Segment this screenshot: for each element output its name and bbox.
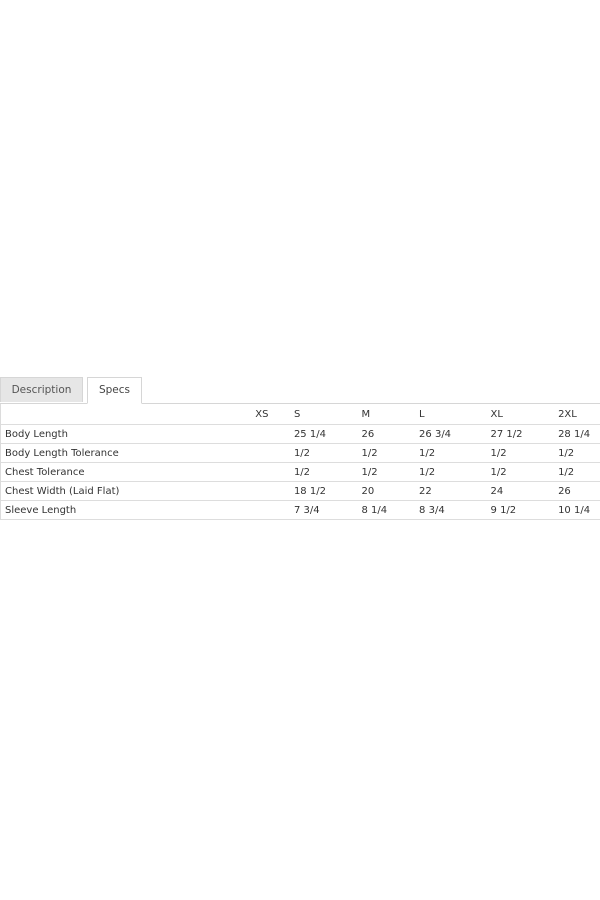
table-cell: 20 xyxy=(361,482,419,501)
table-cell: 26 xyxy=(361,425,419,444)
table-cell: 1/2 xyxy=(361,463,419,482)
column-header-xl: XL xyxy=(491,404,559,425)
column-header-s: S xyxy=(294,404,362,425)
row-label: Sleeve Length xyxy=(1,501,255,520)
table-cell: 26 3/4 xyxy=(419,425,490,444)
table-cell: 27 1/2 xyxy=(491,425,559,444)
table-cell: 28 1/4 xyxy=(558,425,600,444)
table-cell: 22 xyxy=(419,482,490,501)
table-cell xyxy=(255,482,294,501)
specs-table-container xyxy=(0,404,600,520)
table-cell: 1/2 xyxy=(419,444,490,463)
column-header-xs: XS xyxy=(255,404,294,425)
table-cell: 18 1/2 xyxy=(294,482,362,501)
tab-bar xyxy=(0,377,600,404)
table-cell xyxy=(255,444,294,463)
table-row xyxy=(1,501,600,520)
table-cell: 1/2 xyxy=(491,444,559,463)
column-header-l: L xyxy=(419,404,490,425)
table-cell: 1/2 xyxy=(558,444,600,463)
table-cell: 9 1/2 xyxy=(491,501,559,520)
product-info-panel xyxy=(0,377,600,520)
size-specs-table xyxy=(1,404,600,520)
row-label: Body Length Tolerance xyxy=(1,444,255,463)
tab-description[interactable]: Description xyxy=(0,377,83,402)
table-cell: 1/2 xyxy=(294,444,362,463)
row-label: Chest Tolerance xyxy=(1,463,255,482)
table-cell xyxy=(255,501,294,520)
table-cell: 1/2 xyxy=(491,463,559,482)
table-row xyxy=(1,482,600,501)
table-cell: 8 1/4 xyxy=(361,501,419,520)
table-cell: 25 1/4 xyxy=(294,425,362,444)
table-row xyxy=(1,425,600,444)
table-cell: 7 3/4 xyxy=(294,501,362,520)
table-cell: 26 xyxy=(558,482,600,501)
column-header-m: M xyxy=(361,404,419,425)
table-cell: 1/2 xyxy=(361,444,419,463)
table-cell: 1/2 xyxy=(558,463,600,482)
table-cell: 24 xyxy=(491,482,559,501)
table-cell: 1/2 xyxy=(419,463,490,482)
table-row xyxy=(1,444,600,463)
row-label: Chest Width (Laid Flat) xyxy=(1,482,255,501)
table-cell xyxy=(255,425,294,444)
table-header-row xyxy=(1,404,600,425)
table-cell xyxy=(255,463,294,482)
column-header-2xl: 2XL xyxy=(558,404,600,425)
header-label-cell xyxy=(1,404,255,425)
table-cell: 10 1/4 xyxy=(558,501,600,520)
row-label: Body Length xyxy=(1,425,255,444)
table-cell: 1/2 xyxy=(294,463,362,482)
table-row xyxy=(1,463,600,482)
tab-specs[interactable]: Specs xyxy=(87,377,142,404)
table-cell: 8 3/4 xyxy=(419,501,490,520)
